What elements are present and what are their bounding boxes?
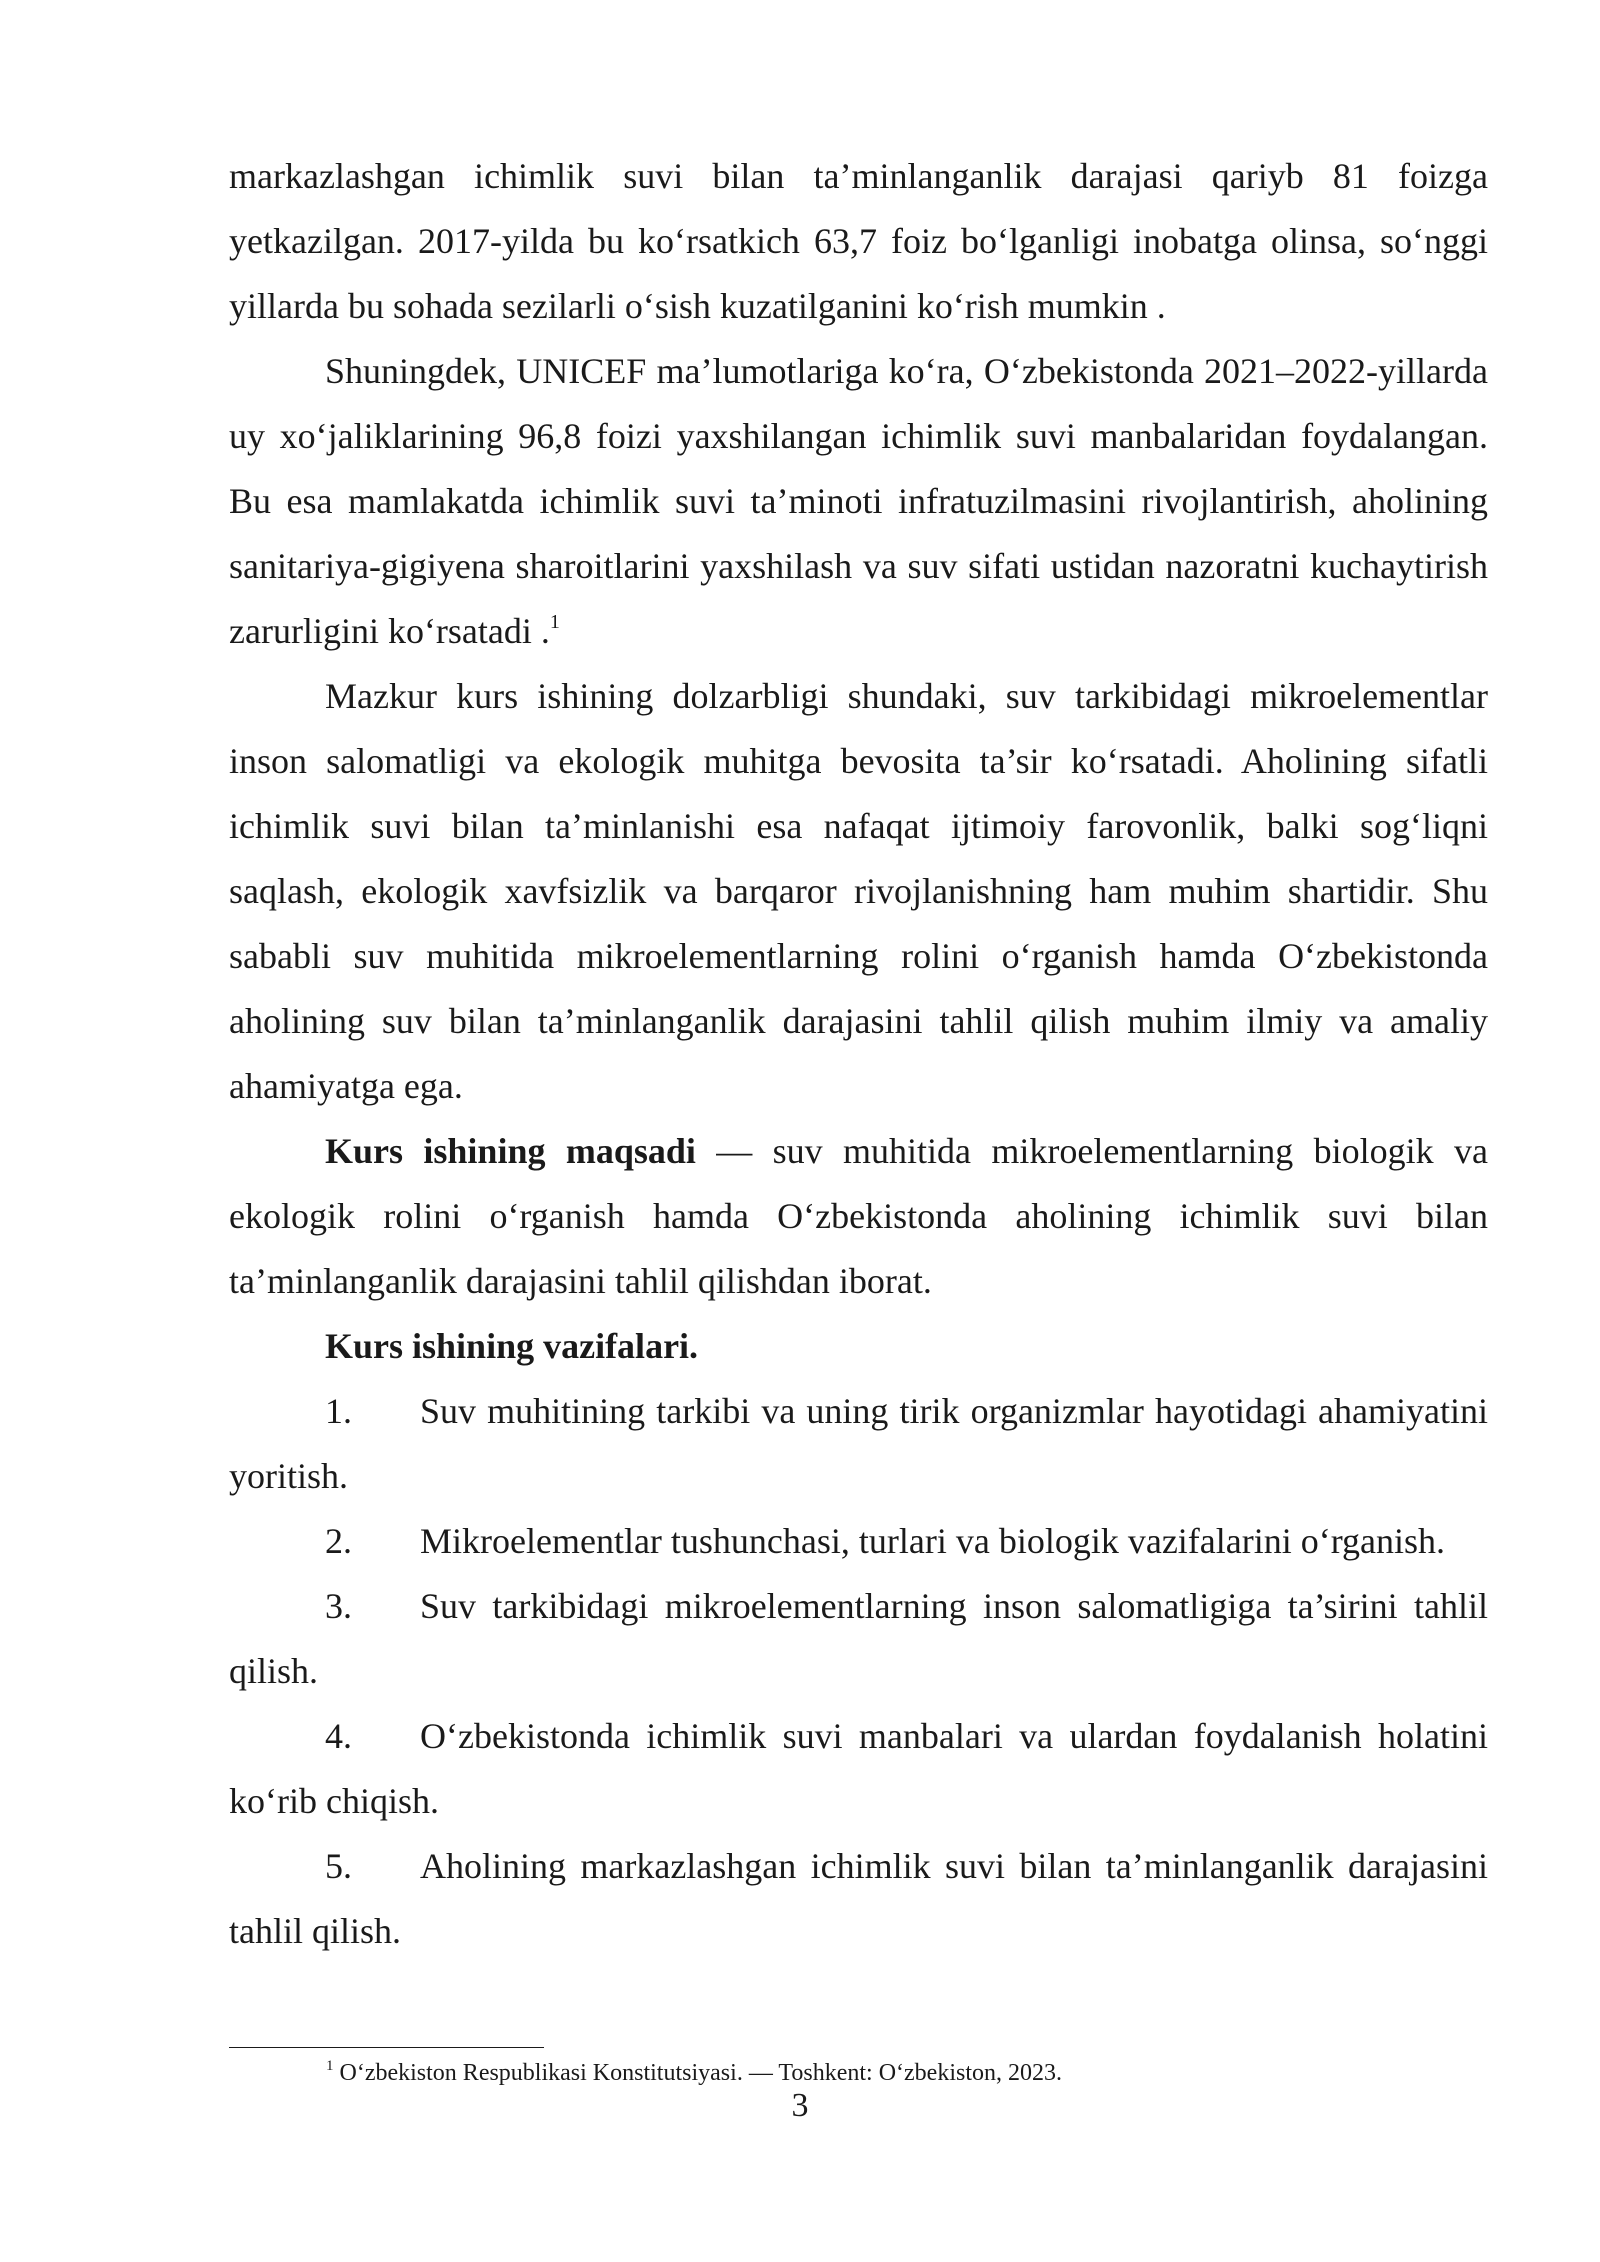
page-number: 3 xyxy=(791,2087,809,2124)
task-item xyxy=(229,1574,1488,1704)
footnote-reference[interactable]: 1 xyxy=(549,611,560,633)
task-number: 4. xyxy=(325,1716,352,1756)
task-item xyxy=(229,1379,1488,1509)
task-number: 2. xyxy=(325,1521,352,1561)
task-item xyxy=(229,1704,1488,1834)
task-text: O‘zbekistonda ichimlik suvi manbalari va ulardan foydalanish holatini ko‘rib chiqish. xyxy=(229,1716,1488,1821)
tasks-heading: Kurs ishining vazifalari. xyxy=(325,1326,699,1366)
task-text: Aholining markazlashgan ichimlik suvi bilan ta’minlanganlik darajasini tahlil qilish. xyxy=(229,1846,1488,1951)
task-number: 1. xyxy=(325,1391,352,1431)
paragraph-text: Mazkur kurs ishining dolzarbligi shundaki, suv tarkibidagi mikroelementlar inson salomatligi va ekologik muhitga bevosita ta’sir ko‘rsatadi. Aholining sifatli ichimlik suvi bilan ta’minlanishi esa nafaqat ijtimoiy farovonlik, balki sog‘liqni saqlash, ekologik xavfsizlik va barqaror rivojlanishning ham muhim shartidir. Shu sababli suv muhitida mikroelementlarning rolini o‘rganish hamda O‘zbekistonda aholining suv bilan ta’minlanganlik darajasini tahlil qilish muhim ilmiy va amaliy ahamiyatga ega. xyxy=(229,676,1488,1106)
paragraph-unicef xyxy=(229,339,1488,664)
paragraph-text: markazlashgan ichimlik suvi bilan ta’minlanganlik darajasi qariyb 81 foizga yetkazilgan. 2017-yilda bu ko‘rsatkich 63,7 foiz bo‘lganligi inobatga olinsa, so‘nggi yillarda bu sohada sezilarli o‘sish kuzatilganini ko‘rish mumkin . xyxy=(229,156,1488,326)
task-number: 5. xyxy=(325,1846,352,1886)
task-text: Suv tarkibidagi mikroelementlarning inson salomatligiga ta’sirini tahlil qilish. xyxy=(229,1586,1488,1691)
paragraph-text: Shuningdek, UNICEF ma’lumotlariga ko‘ra, O‘zbekistonda 2021–2022-yillarda uy xo‘jaliklarining 96,8 foizi yaxshilangan ichimlik suvi manbalaridan foydalangan. Bu esa mamlakatda ichimlik suvi ta’minoti infratuzilmasini rivojlantirish, aholining sanitariya-gigiyena sharoitlarini yaxshilash va suv sifati ustidan nazoratni kuchaytirish zarurligini ko‘rsatadi . xyxy=(229,351,1488,651)
task-text: Suv muhitining tarkibi va uning tirik organizmlar hayotidagi ahamiyatini yoritish. xyxy=(229,1391,1488,1496)
task-item xyxy=(229,1509,1488,1574)
goal-heading: Kurs ishining maqsadi xyxy=(325,1131,696,1171)
goal-text: — suv muhitida mikroelementlarning biologik va ekologik rolini o‘rganish hamda O‘zbekistonda aholining ichimlik suvi bilan ta’minlanganlik darajasini tahlil qilishdan iborat. xyxy=(229,1131,1489,1301)
body-text xyxy=(229,144,1488,1964)
footnote-marker: 1 xyxy=(326,2058,334,2074)
paragraph-goal xyxy=(229,1119,1488,1314)
tasks-heading-paragraph xyxy=(229,1314,1488,1379)
paragraph-continuation xyxy=(229,144,1488,339)
task-number: 3. xyxy=(325,1586,352,1626)
paragraph-relevance xyxy=(229,664,1488,1119)
footnote-text: O‘zbekiston Respublikasi Konstitutsiyasi. — Toshkent: O‘zbekiston, 2023. xyxy=(333,2060,1062,2086)
task-item xyxy=(229,1834,1488,1964)
footnote-separator xyxy=(229,2047,544,2048)
task-text: Mikroelementlar tushunchasi, turlari va biologik vazifalarini o‘rganish. xyxy=(420,1521,1446,1561)
